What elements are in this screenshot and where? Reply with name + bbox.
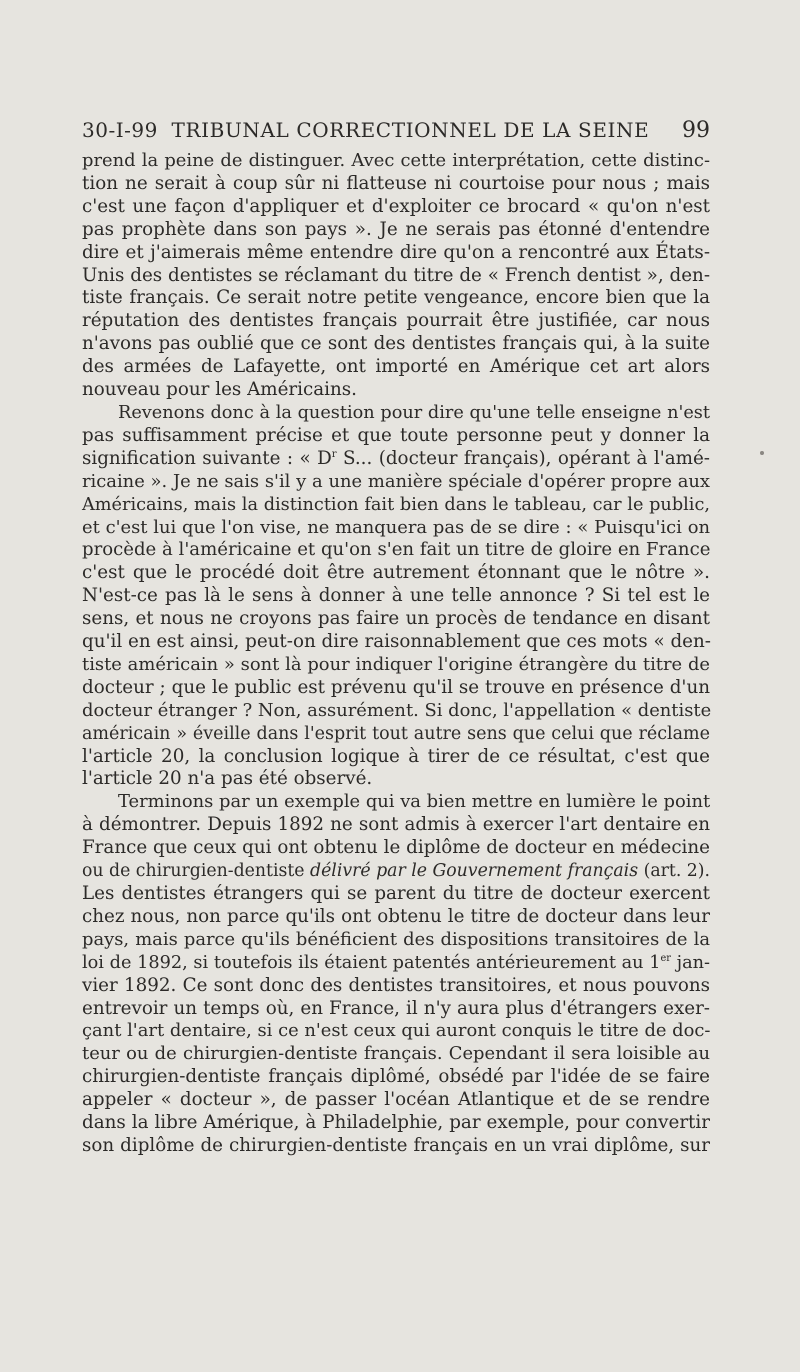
- text-fragment: S... (docteur français), opérant à l'amé-: [336, 447, 710, 469]
- running-header: [82, 118, 710, 150]
- text-line: prend la peine de distinguer. Avec cette interprétation, cette distinc-: [82, 150, 710, 171]
- header-left: [82, 118, 649, 142]
- text-line: Américains, mais la distinction fait bien dans le tableau, car le public,: [82, 494, 710, 515]
- text-line: N'est-ce pas là le sens à donner à une telle annonce ? Si tel est le: [82, 585, 710, 607]
- text-line: l'article 20 n'a pas été observé.: [82, 768, 373, 790]
- text-line: [82, 952, 710, 975]
- text-line: et c'est lui que l'on vise, ne manquera pas de se dire : « Puisqu'ici on: [82, 516, 710, 538]
- text-line: pas prophète dans son pays ». Je ne serais pas étonné d'entendre: [82, 218, 710, 240]
- text-line: pas suffisamment précise et que toute personne peut y donner la: [82, 424, 710, 446]
- text-line: [82, 448, 710, 471]
- text-line: sens, et nous ne croyons pas faire un procès de tendance en disant: [82, 608, 710, 630]
- text-line: appeler « docteur », de passer l'océan Atlantique et de se rendre: [82, 1089, 710, 1111]
- text-line: procède à l'américaine et qu'on s'en fait un titre de gloire en France: [82, 539, 711, 561]
- text-line: des armées de Lafayette, ont importé en Amérique cet art alors: [82, 356, 710, 378]
- text-fragment: (art. 2).: [638, 861, 711, 882]
- text-line: docteur étranger ? Non, assurément. Si donc, l'appellation « dentiste: [82, 699, 712, 721]
- text-line: Revenons donc à la question pour dire qu'une telle enseigne n'est: [118, 402, 710, 423]
- text-line: France que ceux qui ont obtenu le diplôme de docteur en médecine: [82, 837, 710, 859]
- superscript: er: [660, 952, 671, 964]
- text-line: américain » éveille dans l'esprit tout autre sens que celui que réclame: [82, 723, 710, 744]
- text-line: docteur ; que le public est prévenu qu'il se trouve en présence d'un: [82, 676, 710, 698]
- header-title: TRIBUNAL CORRECTIONNEL DE LA SEINE: [171, 118, 650, 142]
- header-date: 30-I-99: [82, 118, 158, 142]
- text-line: nouveau pour les Américains.: [82, 379, 357, 401]
- text-line: son diplôme de chirurgien-dentiste français en un vrai diplôme, sur: [82, 1134, 710, 1156]
- text-line: tiste français. Ce serait notre petite vengeance, encore bien que la: [82, 287, 710, 309]
- body-text: [82, 150, 710, 1158]
- text-line: Terminons par un exemple qui va bien mettre en lumière le point: [118, 791, 711, 813]
- text-line: à démontrer. Depuis 1892 ne sont admis à exercer l'art dentaire en: [82, 814, 710, 836]
- text-line: teur ou de chirurgien-dentiste français. Cependant il sera loisible au: [82, 1043, 710, 1065]
- text-line: qu'il en est ainsi, peut-on dire raisonnablement que ces mots « den-: [82, 631, 711, 653]
- text-fragment: jan-: [670, 952, 710, 973]
- text-line: [82, 860, 710, 883]
- text-line: dire et j'aimerais même entendre dire qu'on a rencontré aux États-: [82, 241, 710, 263]
- text-line: réputation des dentistes français pourrait être justifiée, car nous: [82, 310, 710, 332]
- text-fragment: signification suivante : « D: [82, 447, 332, 469]
- text-line: vier 1892. Ce sont donc des dentistes transitoires, et nous pouvons: [82, 974, 710, 996]
- text-line: c'est une façon d'appliquer et d'exploiter ce brocard « qu'on n'est: [82, 195, 710, 217]
- text-line: Les dentistes étrangers qui se parent du titre de docteur exercent: [82, 883, 710, 904]
- text-fragment: loi de 1892, si toutefois ils étaient patentés antérieurement au 1: [82, 952, 661, 973]
- text-line: dans la libre Amérique, à Philadelphie, par exemple, pour convertir: [82, 1112, 710, 1134]
- text-fragment: ou de chirurgien-dentiste: [82, 861, 311, 882]
- superscript: r: [331, 448, 337, 460]
- text-line: l'article 20, la conclusion logique à tirer de ce résultat, c'est que: [82, 745, 710, 767]
- text-line: c'est que le procédé doit être autrement étonnant que le nôtre ».: [82, 562, 710, 584]
- text-line: tiste américain » sont là pour indiquer l'origine étrangère du titre de: [82, 653, 710, 675]
- text-line: tion ne serait à coup sûr ni flatteuse ni courtoise pour nous ; mais: [82, 172, 710, 194]
- text-line: n'avons pas oublié que ce sont des dentistes français qui, à la suite: [82, 333, 710, 355]
- text-line: çant l'art dentaire, si ce n'est ceux qui auront conquis le titre de doc-: [82, 1020, 711, 1042]
- page-number: 99: [682, 118, 710, 143]
- text-line: pays, mais parce qu'ils bénéficient des dispositions transitoires de la: [82, 928, 710, 950]
- text-line: Unis des dentistes se réclamant du titre de « French dentist », den-: [82, 264, 710, 286]
- text-line: chirurgien-dentiste français diplômé, obsédé par l'idée de se faire: [82, 1066, 710, 1088]
- italic-phrase: délivré par le Gouvernement français: [310, 861, 639, 882]
- text-line: entrevoir un temps où, en France, il n'y aura plus d'étrangers exer-: [82, 997, 710, 1019]
- text-line: ricaine ». Je ne sais s'il y a une manière spéciale d'opérer propre aux: [82, 470, 710, 492]
- margin-speck: [760, 451, 764, 455]
- text-line: chez nous, non parce qu'ils ont obtenu le titre de docteur dans leur: [82, 905, 710, 927]
